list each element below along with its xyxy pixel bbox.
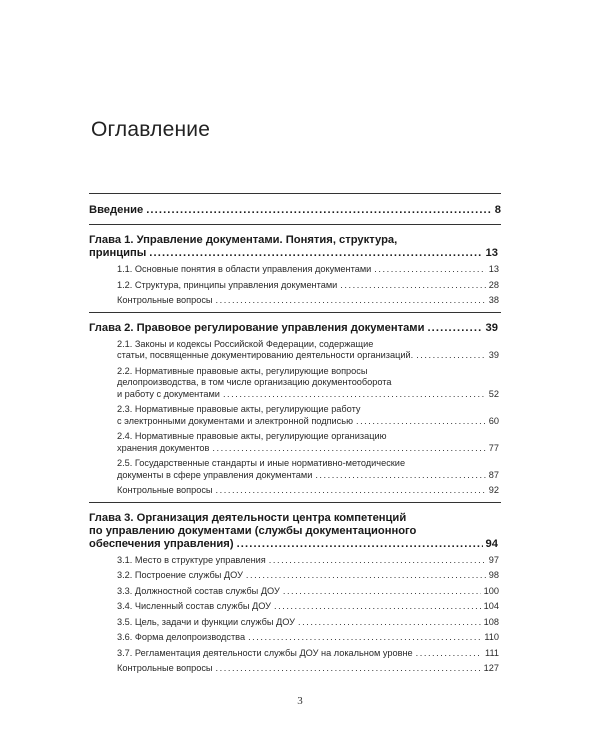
toc-entry-page: 39 xyxy=(488,350,499,360)
toc-entry-last-line xyxy=(117,470,499,482)
dot-leader xyxy=(274,601,481,613)
dot-leader xyxy=(416,648,482,660)
dot-leader xyxy=(248,632,481,644)
toc-entry-page: 100 xyxy=(483,585,499,596)
dot-leader xyxy=(340,280,485,292)
review-questions-entry xyxy=(117,485,499,497)
toc-entry-line: 2.3. Нормативные правовые акты, регулирующие работу xyxy=(117,404,361,414)
section-list xyxy=(89,551,501,675)
toc-entry-last-line xyxy=(117,416,499,428)
dot-leader xyxy=(298,617,481,629)
dot-leader xyxy=(315,470,485,482)
toc-entry-label: Контрольные вопросы xyxy=(117,663,213,673)
toc-entry-page: 111 xyxy=(485,647,499,658)
chapter-title xyxy=(89,322,501,335)
page-title: Оглавление xyxy=(91,118,211,141)
dot-leader xyxy=(149,247,482,260)
toc-entry-last-line xyxy=(117,617,499,629)
toc-entry-page: 13 xyxy=(485,247,498,259)
toc-entry-last-line xyxy=(117,586,499,598)
page-number: 3 xyxy=(297,695,303,707)
toc-entry-last-line xyxy=(117,663,499,675)
toc-entry-page: 60 xyxy=(488,415,499,426)
toc-entry-page: 38 xyxy=(488,295,499,305)
toc-entry-last-line xyxy=(117,570,499,582)
toc-entry-label: с электронными документами и электронной подписью xyxy=(117,415,353,426)
toc-entry-line: делопроизводства, в том числе организацию документооборота xyxy=(117,377,392,387)
toc-entry-page: 77 xyxy=(488,442,499,453)
toc-entry-last-line xyxy=(117,648,499,660)
section-entry xyxy=(117,632,499,644)
toc-entry-last-line xyxy=(89,322,498,335)
section-entry xyxy=(117,264,499,276)
section-entry xyxy=(117,617,499,629)
section-entry xyxy=(117,280,499,292)
dot-leader xyxy=(416,350,486,362)
dot-leader xyxy=(374,264,485,276)
dot-leader xyxy=(216,663,481,675)
dot-leader xyxy=(223,389,486,401)
dot-leader xyxy=(216,295,486,307)
toc-chapter xyxy=(89,503,501,680)
section-entry xyxy=(117,404,499,427)
dot-leader xyxy=(212,443,485,455)
toc-chapter xyxy=(89,225,501,312)
toc-entry-page: 92 xyxy=(488,485,499,495)
toc-entry-last-line xyxy=(117,264,499,276)
toc-chapter xyxy=(89,313,501,502)
toc-entry-last-line xyxy=(117,350,499,362)
toc-entry-page: 110 xyxy=(484,632,499,642)
toc-entry-page: 98 xyxy=(488,570,499,580)
toc-entry-page: 52 xyxy=(488,388,499,399)
dot-leader xyxy=(427,322,482,335)
toc-entry-page: 104 xyxy=(483,601,499,611)
toc-entry-last-line xyxy=(117,555,499,567)
toc-entry-last-line xyxy=(89,538,498,551)
toc-entry-line: по управлению документами (службы документационного xyxy=(89,524,417,537)
toc-entry-last-line xyxy=(117,485,499,497)
toc-entry-page: 13 xyxy=(488,264,499,274)
table-of-contents xyxy=(89,193,501,680)
toc-entry-line: Глава 1. Управление документами. Понятия, структура, xyxy=(89,234,398,246)
section-entry xyxy=(117,648,499,660)
toc-entry-label: 3.5. Цель, задачи и функции службы ДОУ xyxy=(117,616,296,627)
section-entry xyxy=(117,586,499,598)
toc-entry-label: и работу с документами xyxy=(117,388,220,399)
toc-entry-label: Глава 2. Правовое регулирование управления документами xyxy=(89,321,425,334)
dot-leader xyxy=(283,586,481,598)
section-entry xyxy=(117,366,499,401)
toc-entry-label: 1.1. Основные понятия в области управления документами xyxy=(117,264,372,274)
toc-entry-last-line xyxy=(89,247,498,260)
toc-entry-label: обеспечения управления) xyxy=(89,537,234,550)
dot-leader xyxy=(146,204,492,217)
toc-entry-page: 97 xyxy=(488,554,499,565)
toc-entry-last-line xyxy=(117,443,499,455)
toc-entry-line: 2.4. Нормативные правовые акты, регулирующие организацию xyxy=(117,431,387,441)
section-entry xyxy=(117,339,499,362)
toc-entry-label: статьи, посвященные документированию деятельности организаций. xyxy=(117,350,414,360)
review-questions-entry xyxy=(117,663,499,675)
toc-entry-label: 3.2. Построение службы ДОУ xyxy=(117,570,243,580)
toc-entry-page: 94 xyxy=(485,537,498,550)
dot-leader xyxy=(269,555,486,567)
toc-entry-page: 28 xyxy=(488,279,499,290)
section-entry xyxy=(117,431,499,454)
toc-entry-label: документы в сфере управления документами xyxy=(117,469,313,480)
toc-entry-last-line xyxy=(117,389,499,401)
dot-leader xyxy=(216,485,486,497)
review-questions-entry xyxy=(117,295,499,307)
dot-leader xyxy=(246,570,486,582)
toc-entry-last-line xyxy=(117,280,499,292)
toc-entry-page: 87 xyxy=(488,469,499,480)
toc-entry-label: принципы xyxy=(89,247,147,259)
toc-entry-last-line xyxy=(117,632,499,644)
section-entry xyxy=(117,570,499,582)
toc-entry-line: 2.1. Законы и кодексы Российской Федерации, содержащие xyxy=(117,338,374,349)
toc-entry-page: 8 xyxy=(494,204,501,216)
toc-entry-line: Глава 3. Организация деятельности центра компетенций xyxy=(89,511,407,524)
toc-entry-line: 2.5. Государственные стандарты и иные нормативно-методические xyxy=(117,458,406,468)
chapter-title xyxy=(89,234,501,260)
toc-entry-label: Контрольные вопросы xyxy=(117,485,213,495)
toc-entry-page: 127 xyxy=(483,663,499,673)
toc-entry-label: 1.2. Структура, принципы управления документами xyxy=(117,279,338,290)
dot-leader xyxy=(237,538,483,551)
toc-entry-label: 3.3. Должностной состав службы ДОУ xyxy=(117,585,280,596)
toc-entry-last-line xyxy=(117,601,499,613)
toc-entry-label: 3.1. Место в структуре управления xyxy=(117,554,266,565)
section-entry xyxy=(117,458,499,481)
toc-entry-label: Введение xyxy=(89,204,144,216)
toc-chapters xyxy=(89,224,501,680)
dot-leader xyxy=(356,416,486,428)
toc-entry-page: 108 xyxy=(483,616,499,627)
toc-entry-label: 3.7. Регламентация деятельности службы ДОУ на локальном уровне xyxy=(117,647,413,658)
toc-entry-label: Контрольные вопросы xyxy=(117,295,213,305)
toc-entry-label: хранения документов xyxy=(117,442,210,453)
section-entry xyxy=(117,601,499,613)
toc-entry-line: 2.2. Нормативные правовые акты, регулирующие вопросы xyxy=(117,365,368,376)
toc-entry-label: 3.4. Численный состав службы ДОУ xyxy=(117,601,272,611)
section-entry xyxy=(117,555,499,567)
toc-entry-label: 3.6. Форма делопроизводства xyxy=(117,632,246,642)
section-list xyxy=(89,260,501,307)
toc-intro-entry xyxy=(89,194,501,224)
toc-entry-last-line xyxy=(117,295,499,307)
toc-entry-page: 39 xyxy=(485,321,498,334)
section-list xyxy=(89,335,501,497)
chapter-title xyxy=(89,512,501,551)
